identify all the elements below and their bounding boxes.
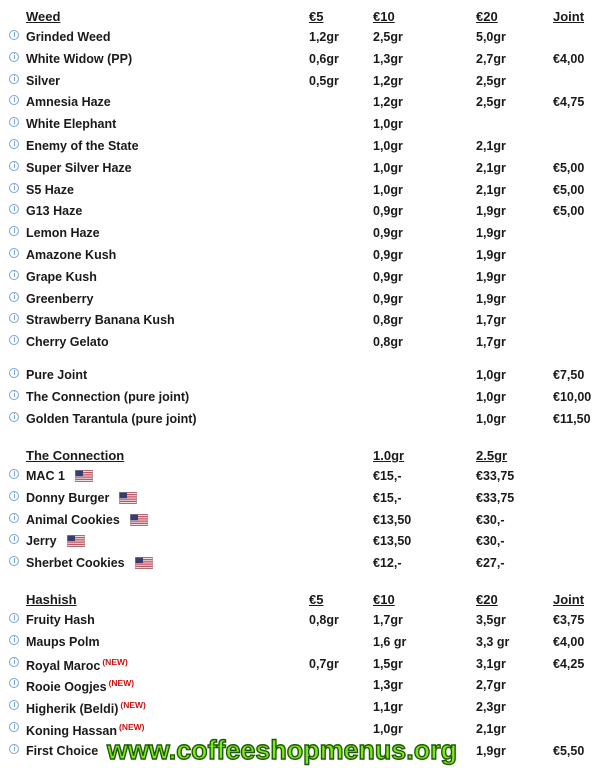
product-name: White Widow (PP)	[26, 51, 133, 66]
price-10: 1,1gr	[373, 700, 403, 715]
product-name: White Elephant	[26, 117, 117, 132]
info-icon[interactable]	[9, 412, 19, 422]
weed-col-header: Weed	[26, 9, 61, 24]
product-name-text: Sherbet Cookies	[26, 556, 125, 571]
price-10: 1,3gr	[373, 51, 403, 66]
price-2-5gr: €30,-	[476, 534, 505, 549]
connection-row[interactable]	[0, 489, 604, 509]
price-10: 0,8gr	[373, 335, 403, 350]
product-name-text: Jerry	[26, 534, 57, 549]
joint-row[interactable]	[0, 410, 604, 430]
hashish-header	[0, 590, 604, 610]
us-flag-icon	[75, 470, 93, 482]
info-icon[interactable]	[9, 248, 19, 258]
price-10: 1,2gr	[373, 73, 403, 88]
hashish-col-header: €20	[476, 592, 498, 607]
us-flag-icon	[119, 492, 137, 504]
weed-row[interactable]	[0, 50, 604, 70]
price-10: 0,9gr	[373, 248, 403, 262]
connection-row[interactable]	[0, 532, 604, 552]
weed-row[interactable]	[0, 93, 604, 113]
price-joint: €5,00	[553, 182, 585, 197]
weed-row[interactable]	[0, 246, 604, 266]
price-10: 0,9gr	[373, 291, 403, 306]
product-name: Golden Tarantula (pure joint)	[26, 411, 197, 426]
connection-col-header: 1.0gr	[373, 448, 405, 463]
connection-row[interactable]	[0, 467, 604, 487]
product-name	[26, 469, 93, 483]
price-10: 1,6 gr	[373, 634, 407, 649]
product-name	[26, 491, 137, 505]
info-icon[interactable]	[9, 657, 19, 667]
price-20: 1,0gr	[476, 368, 506, 382]
price-5: 0,8gr	[309, 613, 339, 627]
price-10: 0,9gr	[373, 226, 403, 241]
info-icon[interactable]	[9, 95, 19, 105]
product-name	[26, 678, 134, 694]
product-name: Amazone Kush	[26, 248, 117, 262]
us-flag-icon	[135, 557, 153, 569]
product-name: Strawberry Banana Kush	[26, 313, 175, 328]
product-name: Grape Kush	[26, 269, 97, 284]
hashish-col-header: €5	[309, 592, 324, 607]
hashish-row[interactable]	[0, 698, 604, 718]
us-flag-icon	[130, 514, 148, 526]
price-20: 3,5gr	[476, 613, 506, 627]
price-joint: €4,00	[553, 51, 585, 66]
price-joint: €4,25	[553, 656, 585, 671]
weed-header	[0, 7, 604, 27]
price-2-5gr: €30,-	[476, 512, 505, 527]
weed-row[interactable]	[0, 72, 604, 92]
weed-row[interactable]	[0, 333, 604, 353]
weed-row[interactable]	[0, 159, 604, 179]
price-5: 1,2gr	[309, 30, 339, 44]
price-20: 2,5gr	[476, 73, 506, 88]
price-2-5gr: €33,75	[476, 469, 515, 483]
product-name: Super Silver Haze	[26, 160, 132, 175]
hashish-row[interactable]	[0, 676, 604, 696]
price-5: 0,5gr	[309, 73, 339, 88]
product-name-text: Donny Burger	[26, 490, 110, 505]
price-joint: €7,50	[553, 368, 585, 382]
hashish-col-header: €10	[373, 592, 395, 607]
weed-row[interactable]	[0, 181, 604, 201]
hashish-col-header: Hashish	[26, 592, 77, 607]
price-20: 1,0gr	[476, 389, 506, 404]
weed-col-header: €20	[476, 9, 498, 24]
product-name-text: Rooie Oogjes	[26, 680, 107, 695]
price-20: 2,1gr	[476, 160, 506, 175]
product-name-text: Maups Polm	[26, 634, 100, 649]
weed-row[interactable]	[0, 268, 604, 288]
weed-row[interactable]	[0, 28, 604, 48]
price-joint: €4,75	[553, 95, 585, 110]
price-10: 1,2gr	[373, 95, 403, 110]
price-20: 1,7gr	[476, 335, 506, 350]
price-5: 0,7gr	[309, 656, 339, 671]
product-name	[26, 657, 128, 673]
price-20: 2,1gr	[476, 182, 506, 197]
info-icon[interactable]	[9, 513, 19, 523]
info-icon[interactable]	[9, 390, 19, 400]
watermark-text: www.coffeeshopmenus.org	[106, 735, 458, 765]
weed-col-header: €5	[309, 9, 324, 24]
connection-col-header: The Connection	[26, 448, 125, 463]
price-20: 2,7gr	[476, 678, 506, 693]
price-10: 0,9gr	[373, 269, 403, 284]
price-10: 1,3gr	[373, 678, 403, 693]
product-name: Lemon Haze	[26, 226, 100, 241]
info-icon[interactable]	[9, 700, 19, 710]
info-icon[interactable]	[9, 161, 19, 171]
info-icon[interactable]	[9, 117, 19, 127]
connection-row[interactable]	[0, 554, 604, 574]
price-10: 0,9gr	[373, 204, 403, 219]
price-joint: €5,00	[553, 160, 585, 175]
info-icon[interactable]	[9, 270, 19, 280]
product-name	[26, 700, 146, 716]
price-20: 1,0gr	[476, 411, 506, 426]
product-name: Pure Joint	[26, 368, 88, 382]
hashish-row[interactable]	[0, 611, 604, 631]
product-name-text: Koning Hassan	[26, 724, 117, 738]
product-name-text: MAC 1	[26, 469, 65, 483]
price-10: 1,0gr	[373, 139, 403, 153]
price-20: 2,1gr	[476, 722, 506, 736]
price-joint: €5,50	[553, 743, 585, 758]
price-10: 1,0gr	[373, 160, 403, 175]
price-20: 2,7gr	[476, 51, 506, 66]
new-badge: (NEW)	[108, 678, 135, 689]
product-name	[26, 534, 85, 548]
price-2-5gr: €33,75	[476, 490, 515, 505]
weed-row[interactable]	[0, 290, 604, 310]
price-2-5gr: €27,-	[476, 556, 505, 571]
joint-row[interactable]	[0, 388, 604, 408]
product-name-text: Higherik (Beldi)	[26, 702, 119, 717]
product-name-text: Royal Maroc	[26, 658, 101, 673]
price-20: 1,9gr	[476, 269, 506, 284]
price-20: 1,9gr	[476, 743, 506, 758]
price-20: 2,1gr	[476, 139, 506, 153]
hashish-row[interactable]	[0, 633, 604, 653]
price-joint: €5,00	[553, 204, 585, 219]
info-icon[interactable]	[9, 469, 19, 479]
product-name: Amnesia Haze	[26, 95, 111, 110]
product-name-text: Fruity Hash	[26, 613, 95, 627]
price-10: 1,5gr	[373, 656, 403, 671]
price-joint: €4,00	[553, 634, 585, 649]
price-10: 1,0gr	[373, 722, 403, 736]
info-icon[interactable]	[9, 30, 19, 40]
weed-row[interactable]	[0, 202, 604, 222]
new-badge: (NEW)	[120, 700, 146, 711]
new-badge: (NEW)	[102, 656, 128, 667]
connection-row[interactable]	[0, 511, 604, 531]
info-icon[interactable]	[9, 74, 19, 84]
price-10: 2,5gr	[373, 30, 403, 44]
price-1gr: €15,-	[373, 490, 402, 505]
price-joint: €11,50	[553, 411, 591, 426]
info-icon[interactable]	[9, 635, 19, 645]
product-name-text: First Choice	[26, 743, 99, 758]
price-20: 1,9gr	[476, 248, 506, 262]
product-name: G13 Haze	[26, 204, 83, 219]
price-1gr: €13,50	[373, 512, 412, 527]
price-20: 1,9gr	[476, 291, 506, 306]
info-icon[interactable]	[9, 678, 19, 688]
product-name-text: Animal Cookies	[26, 512, 120, 527]
weed-row[interactable]	[0, 224, 604, 244]
weed-row[interactable]	[0, 137, 604, 157]
info-icon[interactable]	[9, 335, 19, 345]
info-icon[interactable]	[9, 368, 19, 378]
new-badge: (NEW)	[119, 722, 145, 732]
price-10: 1,0gr	[373, 182, 403, 197]
weed-col-header: €10	[373, 9, 395, 24]
us-flag-icon	[67, 535, 85, 547]
price-20: 1,9gr	[476, 226, 506, 241]
info-icon[interactable]	[9, 613, 19, 623]
weed-row[interactable]	[0, 311, 604, 331]
product-name	[26, 635, 100, 649]
product-name: S5 Haze	[26, 182, 74, 197]
price-20: 2,3gr	[476, 700, 506, 715]
product-name: The Connection (pure joint)	[26, 389, 190, 404]
product-name: Greenberry	[26, 291, 94, 306]
info-icon[interactable]	[9, 226, 19, 236]
price-1gr: €15,-	[373, 469, 402, 483]
weed-col-header: Joint	[553, 9, 585, 24]
price-20: 3,3 gr	[476, 634, 510, 649]
price-20: 1,9gr	[476, 204, 506, 219]
product-name	[26, 556, 153, 570]
hashish-row[interactable]	[0, 655, 604, 675]
price-5: 0,6gr	[309, 51, 339, 66]
info-icon[interactable]	[9, 534, 19, 544]
price-1gr: €13,50	[373, 534, 412, 549]
joint-row[interactable]	[0, 366, 604, 386]
price-joint: €10,00	[553, 389, 592, 404]
price-20: 3,1gr	[476, 656, 506, 671]
product-name	[26, 513, 148, 527]
connection-header	[0, 446, 604, 466]
product-name: Cherry Gelato	[26, 335, 109, 350]
info-icon[interactable]	[9, 292, 19, 302]
price-10: 1,7gr	[373, 613, 403, 627]
product-name	[26, 613, 95, 627]
price-20: 5,0gr	[476, 30, 506, 44]
info-icon[interactable]	[9, 52, 19, 62]
info-icon[interactable]	[9, 204, 19, 214]
price-joint: €3,75	[553, 613, 585, 627]
info-icon[interactable]	[9, 313, 19, 323]
price-10: 0,8gr	[373, 313, 403, 328]
price-20: 2,5gr	[476, 95, 506, 110]
info-icon[interactable]	[9, 139, 19, 149]
weed-row[interactable]	[0, 115, 604, 135]
product-name: Grinded Weed	[26, 30, 111, 44]
product-name: Enemy of the State	[26, 139, 139, 153]
product-name: Silver	[26, 73, 61, 88]
info-icon[interactable]	[9, 491, 19, 501]
watermark	[0, 728, 604, 768]
price-20: 1,7gr	[476, 313, 506, 328]
connection-col-header: 2.5gr	[476, 448, 508, 463]
hashish-col-header: Joint	[553, 592, 585, 607]
price-10: 1,0gr	[373, 117, 403, 132]
info-icon[interactable]	[9, 183, 19, 193]
info-icon[interactable]	[9, 556, 19, 566]
price-1gr: €12,-	[373, 556, 402, 571]
